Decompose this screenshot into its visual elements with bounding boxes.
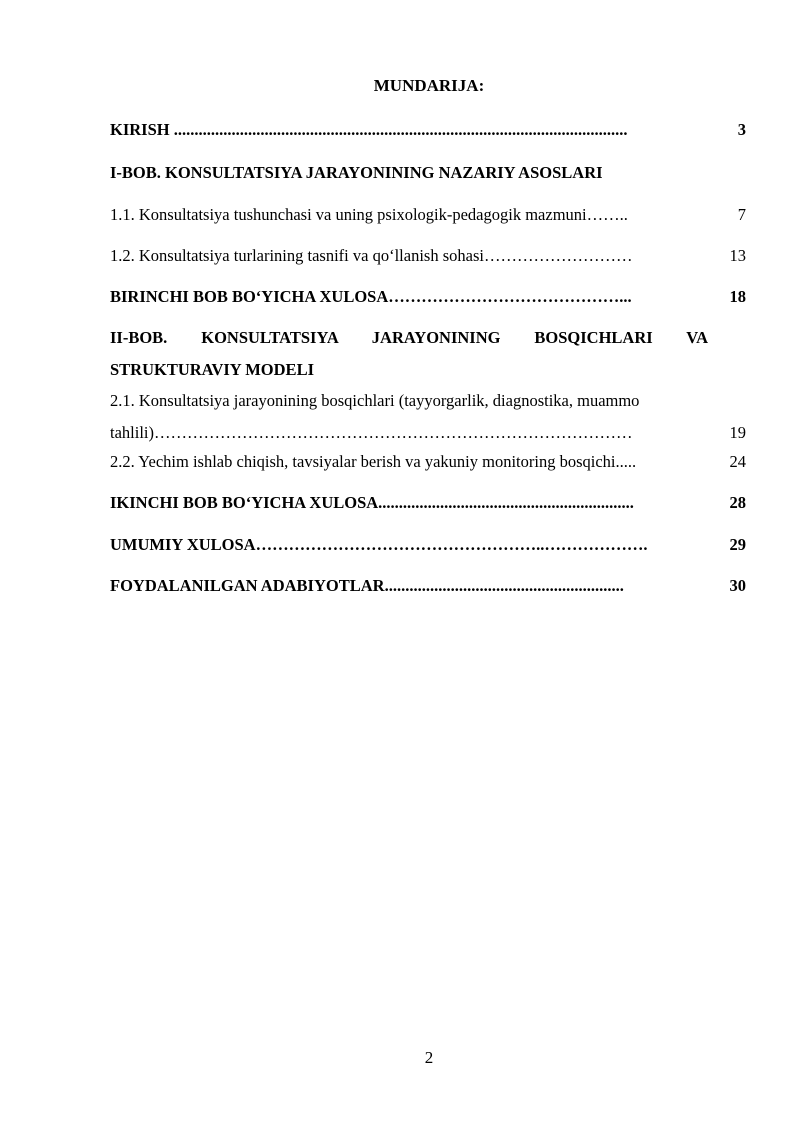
toc-entry-page: 18 [729,287,746,306]
toc-title: MUNDARIJA: [373,76,485,95]
page-number: 2 [424,1048,434,1067]
toc-entry-chapter-2-line2[interactable]: STRUKTURAVIY MODELI [110,360,314,379]
toc-entry-text: BIRINCHI BOB BO‘YICHA XULOSA……………………………………... [110,287,632,306]
toc-entry-text: 2.2. Yechim ishlab chiqish, tavsiyalar berish va yakuniy monitoring bosqichi..... [110,452,637,471]
toc-entry-text: 2.1. Konsultatsiya jarayonining bosqichlari (tayyorgarlik, diagnostika, muammo [110,391,640,410]
toc-entry-page: 30 [729,576,746,595]
toc-entry-page: 24 [729,452,746,471]
toc-entry-text: UMUMIY XULOSA……………………………………………..………………. [110,535,648,554]
toc-entry-text: I-BOB. KONSULTATSIYA JARAYONINING NAZARIY ASOSLARI [110,163,603,182]
toc-entry-page: 13 [729,246,746,265]
toc-entry-text: KIRISH .............................................................................................................. [110,120,628,139]
toc-entry-text: 1.2. Konsultatsiya turlarining tasnifi va qo‘llanish sohasi……………………… [110,246,633,265]
toc-entry-text: FOYDALANILGAN ADABIYOTLAR.......................................................... [110,576,624,595]
toc-entry-page: 7 [737,205,746,224]
toc-entry-text: IKINCHI BOB BO‘YICHA XULOSA.............................................................. [110,493,634,512]
toc-entry-text: tahlili)…………………………………………………………………………… [110,423,633,442]
toc-entry-page: 19 [729,423,746,442]
toc-entry-page: 3 [737,120,746,139]
toc-entry-page: 29 [729,535,746,554]
toc-entry-page: 28 [729,493,746,512]
toc-entry-text: 1.1. Konsultatsiya tushunchasi va uning psixologik-pedagogik mazmuni…….. [110,205,628,224]
toc-entry-chapter-2-line1[interactable]: II-BOB. KONSULTATSIYA JARAYONINING BOSQICHLARI VA [110,328,708,347]
